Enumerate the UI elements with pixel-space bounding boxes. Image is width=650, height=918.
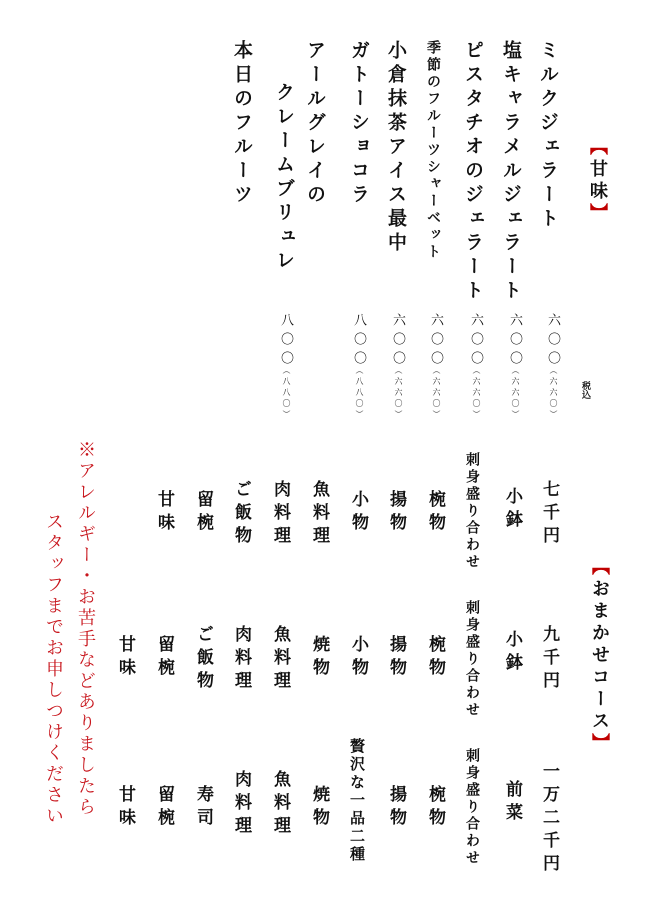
course-dish: 椀物 xyxy=(425,490,445,536)
course-dish: 甘味 xyxy=(115,635,135,681)
sweets-item-tax-price: （六六〇） xyxy=(549,366,558,421)
course-price: 七千円 xyxy=(539,480,559,549)
course-dish: 留椀 xyxy=(154,785,174,831)
sweets-item-name: 本日のフルーツ xyxy=(231,40,253,208)
allergy-note-line2: スタッフまでお申しつけください xyxy=(43,512,64,827)
heading-bracket-close: 】 xyxy=(587,203,608,225)
allergy-note-line1: ※アレルギー・お苦手などありましたら xyxy=(75,440,96,818)
sweets-item-tax-price: （六六〇） xyxy=(472,366,481,421)
course-dish: 揚物 xyxy=(386,785,406,831)
sweets-item-tax-price: （八八〇） xyxy=(282,366,291,421)
course-dish: 焼物 xyxy=(309,635,329,681)
course-dish: 寿司 xyxy=(193,785,213,831)
course-dish: 小物 xyxy=(348,635,368,681)
sweets-item-price: 八〇〇 xyxy=(351,313,366,370)
course-dish: 刺身盛り合わせ xyxy=(464,748,480,867)
sweets-item-price: 六〇〇 xyxy=(390,313,405,370)
course-price: 九千円 xyxy=(539,625,559,694)
heading-bracket-open: 【 xyxy=(587,137,608,159)
course-dish: ご飯物 xyxy=(231,480,251,549)
course-dish: 甘味 xyxy=(154,490,174,536)
sweets-item-name-line1: アールグレイの xyxy=(304,40,326,208)
sweets-item-tax-price: （六六〇） xyxy=(394,366,403,421)
course-heading-label: おまかせコース xyxy=(589,579,610,733)
tax-included-label: 税込 xyxy=(580,381,590,399)
course-dish: 刺身盛り合わせ xyxy=(464,600,480,719)
sweets-item-tax-price: （六六〇） xyxy=(511,366,520,421)
course-dish: 肉料理 xyxy=(231,625,251,694)
heading-bracket-close: 】 xyxy=(589,733,610,755)
course-dish: 甘味 xyxy=(115,785,135,831)
sweets-item-price: 六〇〇 xyxy=(428,313,443,370)
sweets-item-name: 塩キャラメルジェラート xyxy=(500,40,522,304)
sweets-heading-label: 甘味 xyxy=(587,159,608,203)
course-dish: 椀物 xyxy=(425,635,445,681)
sweets-item-name: ガトーショコラ xyxy=(348,40,370,208)
course-dish: 魚料理 xyxy=(309,480,329,549)
course-dish: 肉料理 xyxy=(270,480,290,549)
course-dish: 肉料理 xyxy=(231,770,251,839)
course-dish: 前菜 xyxy=(502,780,522,826)
course-dish: ご飯物 xyxy=(193,625,213,694)
course-price: 一万二千円 xyxy=(539,762,559,877)
sweets-item-price: 六〇〇 xyxy=(507,313,522,370)
course-dish: 魚料理 xyxy=(270,770,290,839)
heading-bracket-open: 【 xyxy=(589,557,610,579)
course-dish: 留椀 xyxy=(154,635,174,681)
sweets-item-name: ミルクジェラート xyxy=(537,40,559,232)
course-dish: 椀物 xyxy=(425,785,445,831)
course-dish: 留椀 xyxy=(193,490,213,536)
course-dish: 揚物 xyxy=(386,635,406,681)
course-dish: 小物 xyxy=(348,490,368,536)
sweets-item-name: ピスタチオのジェラート xyxy=(462,40,484,304)
course-dish: 贅沢な一品二種 xyxy=(348,738,366,864)
course-dish: 揚物 xyxy=(386,490,406,536)
sweets-item-name: 季節のフルーツシャーベット xyxy=(425,40,441,261)
course-dish: 焼物 xyxy=(309,785,329,831)
course-dish: 刺身盛り合わせ xyxy=(464,452,480,571)
sweets-item-price: 六〇〇 xyxy=(468,313,483,370)
sweets-item-tax-price: （六六〇） xyxy=(432,366,441,421)
course-dish: 小鉢 xyxy=(502,630,522,676)
course-heading xyxy=(590,557,608,755)
sweets-item-name: 小倉抹茶アイス最中 xyxy=(385,40,407,256)
sweets-item-price: 八〇〇 xyxy=(278,313,293,370)
course-dish: 小鉢 xyxy=(502,487,522,533)
sweets-heading xyxy=(588,137,606,225)
sweets-item-tax-price: （八八〇） xyxy=(355,366,364,421)
sweets-item-name-line2: クレームブリュレ xyxy=(273,82,295,274)
course-dish: 魚料理 xyxy=(270,625,290,694)
sweets-item-price: 六〇〇 xyxy=(545,313,560,370)
